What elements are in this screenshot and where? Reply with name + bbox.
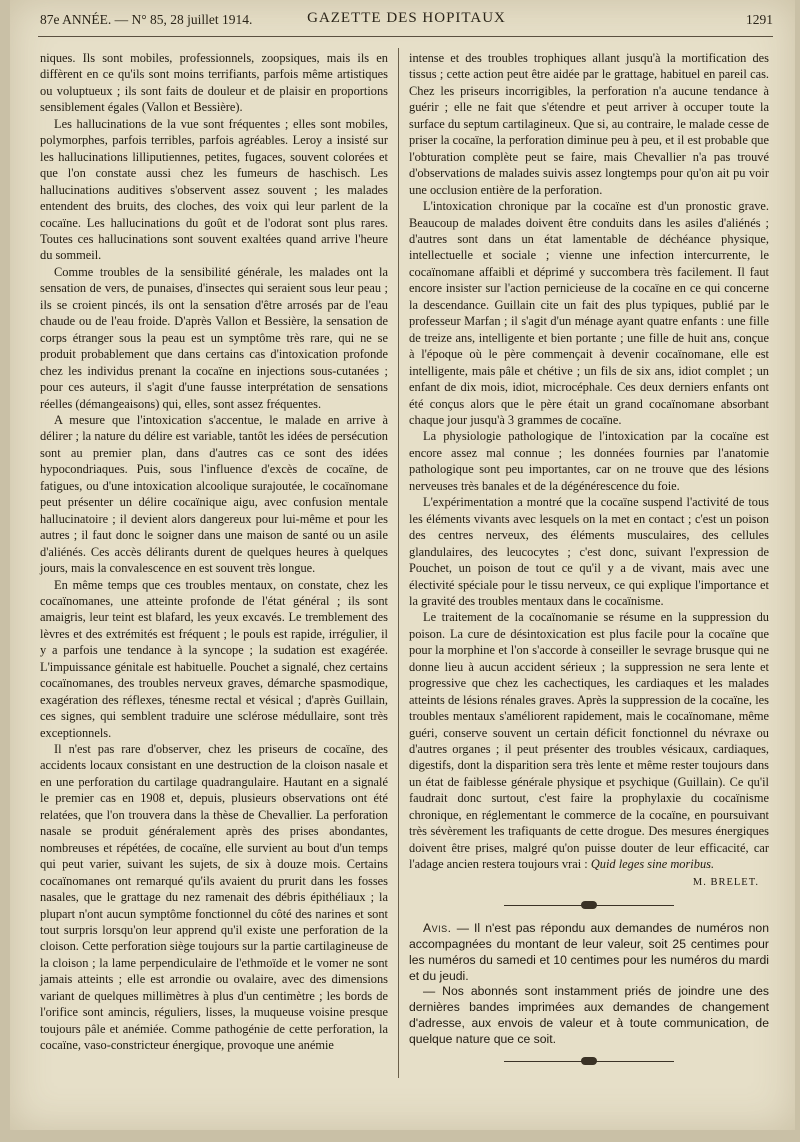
journal-title: GAZETTE DES HOPITAUX <box>307 10 506 26</box>
notice-paragraph: — Nos abonnés sont instamment priés de joindre une des dernières bandes imprimées aux demandes de changement d'adresse, aux envois de valeur et à toute communication, de quelque nature que ce soit. <box>409 984 769 1046</box>
paragraph: Comme troubles de la sensibilité générale, les malades ont la sensation de vers, de punaises, d'insectes qui seraient sous leur peau ; ils se croient pincés, ils ont la sensation d'être arrosés par de l'eau chaude ou de l'eau froide. D'après Vallon et Bessière, la sensation de corps étranger sous la peau est un symptôme très rare, qui ne se produit probablement que dans certains cas d'intoxication profonde chez les individus prenant la cocaïne en injections sous-cutanées ; pour ces auteurs, il s'agit d'une fausse interprétation de sensations réelles (démangeaisons) qui, elles, sont assez fréquentes. <box>40 264 388 411</box>
paragraph: niques. Ils sont mobiles, professionnels, zoopsiques, mais ils en diffèrent en ce qu'ils sont moins terrifiants, parfois même artistiques ou voluptueux ; ils sont faits de douleur et de plaisir en proportions sensiblement égales (Vallon et Bessière). <box>40 51 388 115</box>
paragraph: Les hallucinations de la vue sont fréquentes ; elles sont mobiles, polymorphes, parfois terribles, parfois agréables. Leroy a insisté sur les hallucinations lilliputiennes, petites, fugaces, souvent colorées et que l'on constate aussi chez les fumeurs de haschisch. Les hallucinations auditives s'observent assez souvent ; les malades entendent des bruits, des cloches, des voix qui leur parlent de la cocaïne. Les hallucinations du goût et de l'odorat sont plus rares. Toutes ces hallucinations sont souvent exaltées quand arrive l'heure du sommeil. <box>40 116 388 263</box>
paragraph: Il n'est pas rare d'observer, chez les priseurs de cocaïne, des accidents locaux consistant en une destruction de la cloison nasale et en une perforation du cartilage quadrangulaire. Hautant en a signalé le premier cas en 1908 et, depuis, plusieurs observations ont été relatées, que l'on trouvera dans la thèse de Chevallier. La perforation nasale se produit généralement après des prises abondantes, nombreuses et répétées, de cocaïne, elle survient au bout d'un temps qui peut varier, suivant les sujets, de six à douze mois. Certains cocaïnomanes ont remarqué qu'ils avaient du prurit dans les fosses nasales, que le grattage du nez ramenait des débris épithéliaux ; la plupart n'ont aucun symptôme fonctionnel du côté des narines et sont tout surpris lorsqu'on leur apprend qu'il existe une perforation de la cloison. Cette perforation siège toujours sur la partie cartilagineuse de la cloison ; la lame perpendiculaire de l'ethmoïde et le vomer ne sont jamais atteints ; elle est arrondie ou ovalaire, avec des dimensions variant de quelques millimètres à plus d'un centimètre ; les bords de l'orifice sont amincis, réguliers, lisses, la muqueuse voisine presque toujours pâle et anémiée. Comme pathogénie de cette perforation, la cocaïne, vaso-constricteur énergique, provoque une anémie <box>40 742 388 1053</box>
paragraph-text: Le traitement de la cocaïnomanie se résume en la suppression du poison. La cure de désintoxication est plus facile pour la cocaïne que pour la morphine et l'on s'accorde à conseiller le sevrage brusque qui ne donne lieu à aucun accident sérieux ; la suppression ne sera lente et progressive que chez les cachectiques, les cardiaques et les malades atteints de lésions rénales graves. Après la suppression de la cocaïne, les troubles mentaux s'améliorent rapidement, mais le cocaïnomane, même guéri, conserve souvent un certain déficit fonctionnel du névraxe ou d'autres organes ; il peut présenter des troubles vésicaux, cardiaques, digestifs, dont la disparition sera très lente et même rester toujours dans un état de faiblesse générale physique et psychique (Guillain). Ce qu'il faudrait donc surtout, c'est faire la prophylaxie du cocaïnisme chronique, en réglementant le commerce de la cocaïne, en poursuivant très sévèrement les trafiquants de cette drogue. Des mesures énergiques doivent être prises, malgré qu'on puisse douter de leur efficacité, car l'adage ancien restera toujours vrai : <box>409 610 769 872</box>
column-divider <box>398 48 399 1078</box>
paragraph: intense et des troubles trophiques allant jusqu'à la mortification des tissus ; cette action peut être aidée par le grattage, habituel en pareil cas. Chez les priseurs incorrigibles, la perforation n'a aucune tendance à guérir ; elle ne fait que s'étendre et peut arriver à occuper toute la surface du septum cartilagineux. Que si, au contraire, le malade cesse de priser la cocaïne, la perforation diminue peu à peu, et il est probable que l'obturation complète peut se faire, mais Chevallier n'a pas trouvé d'observations de malades suivis assez longtemps pour qu'on ait pu voir une occlusion entière de la perforation. <box>409 51 769 197</box>
latin-quote: Quid leges sine moribus. <box>590 857 715 872</box>
paragraph <box>409 609 769 872</box>
notice-lead: Avis. <box>423 921 452 936</box>
header-rule <box>38 36 773 37</box>
paragraph: A mesure que l'intoxication s'accentue, le malade en arrive à délirer ; la nature du délire est variable, tantôt les idées de persécution sont au premier plan, dans d'autres cas ce sont des idées hypocondriaques. Puis, sous l'influence d'excès de cocaïne, de fatigues, ou d'une intoxication alcoolique surajoutée, le cocaïnomane peut présenter un délire cocaïnique aigu, avec confusion mentale hallucinatoire ; il devient alors dangereux pour lui-même et pour les autres ; il faut donc le soigner dans une maison de santé ou un asile d'aliénés. Ces accès délirants durent de quelques heures à quelques jours, mais la convalescence en est souvent très longue. <box>40 412 388 576</box>
issue-info: 87e ANNÉE. — N° 85, 28 juillet 1914. <box>40 12 253 27</box>
author-signature: M. BRELET. <box>692 876 759 888</box>
ornament-rule <box>409 899 769 913</box>
notice-text: — Il n'est pas répondu aux demandes de numéros non accompagnées du montant de leur valeur, soit 25 centimes pour les numéros du samedi et 10 centimes pour les numéros du mardi et du jeudi. <box>409 921 769 983</box>
notice-paragraph <box>409 921 769 984</box>
left-column <box>40 50 388 1054</box>
paragraph: L'intoxication chronique par la cocaïne est d'un pronostic grave. Beaucoup de malades doivent être conduits dans les asiles d'aliénés ; d'autres sont dans un état lamentable de déchéance physique, intellectuelle et sociale ; vienne une infection intercurrente, le cocaïnomane affaibli et déprimé y succombera très facilement. Il faut encore insister sur l'action pernicieuse de la cocaïne en ce qui concerne la descendance. Guillain cite un fait des plus typiques, publié par le professeur Marfan ; il s'agit d'un ménage ayant quatre enfants : une fille de treize ans, intelligente et bien portante ; une fille de huit ans, conçue à l'époque où le père commençait à devenir cocaïnomane, elle est intelligente, mais pâle et chétive ; un fils de six ans, idiot complet ; un enfant de dix mois, idiot, microcéphale. Ces deux derniers enfants ont été conçus alors que le père était un grand cocaïnomane absorbant chaque jour jusqu'à 3 grammes de cocaïne. <box>409 199 769 427</box>
page-number: 1291 <box>746 12 773 27</box>
paragraph: L'expérimentation a montré que la cocaïne suspend l'activité de tous les éléments vivants avec lesquels on la met en contact ; c'est un poison des centres nerveux, des éléments musculaires, des cellules glandulaires, des leucocytes ; c'est donc, suivant l'expression de Pouchet, un poison de tout ce qu'il y a de vivant, mais avec une électivité spéciale pour le tissu nerveux, ce qui explique l'importance et la gravité des troubles mentaux dans le cocaïnisme. <box>409 495 769 608</box>
page-header <box>40 8 773 34</box>
ornament-rule <box>409 1055 769 1069</box>
paragraph: La physiologie pathologique de l'intoxication par la cocaïne est encore assez mal connue ; les données fournies par l'anatomie pathologique sont peu importantes, car on ne trouve que des lésions nerveuses très banales et de la dégénérescence du foie. <box>409 429 769 493</box>
newspaper-page <box>10 0 795 1130</box>
paragraph: En même temps que ces troubles mentaux, on constate, chez les cocaïnomanes, une atteinte profonde de l'état général ; ils sont amaigris, leur teint est blafard, les yeux excavés. Le tremblement des lèvres et des extrémités est fréquent ; le pouls est rapide, irrégulier, il y a parfois une tendance à la syncope ; la sudation est exagérée. L'impuissance génitale est habituelle. Pouchet a signalé, chez certains cocaïnomanes, des troubles nerveux graves, démarche spasmodique, exagération des réflexes, ténesme rectal et vésical ; d'après Guillain, ces signes, qui semblent traduire une sclérose médullaire, sont très exceptionnels. <box>40 577 388 740</box>
right-column <box>409 50 769 1077</box>
